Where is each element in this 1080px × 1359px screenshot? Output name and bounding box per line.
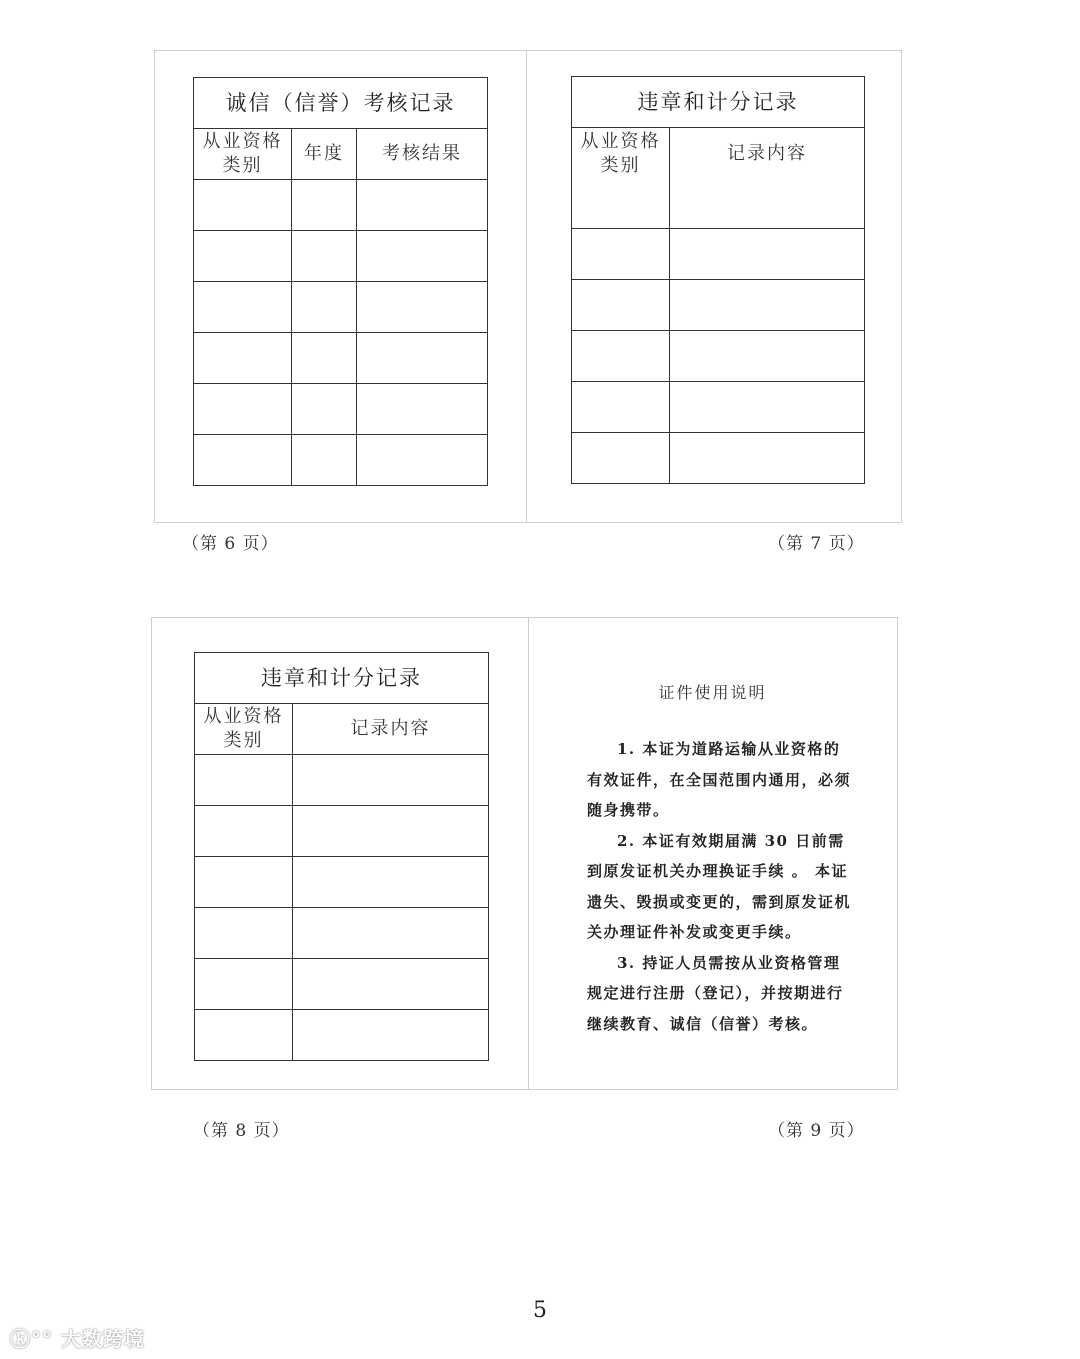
instructions-body xyxy=(587,734,855,1039)
cell[interactable] xyxy=(670,382,865,433)
table-row xyxy=(195,1010,489,1061)
cell[interactable] xyxy=(194,282,292,333)
logo-icon: ⓚ°° xyxy=(10,1327,53,1351)
cell[interactable] xyxy=(194,180,292,231)
table-row xyxy=(194,231,488,282)
cell[interactable] xyxy=(293,908,489,959)
usage-instructions xyxy=(529,618,896,1088)
cell[interactable] xyxy=(194,435,292,486)
cell[interactable] xyxy=(357,435,488,486)
cell[interactable] xyxy=(572,382,670,433)
cell[interactable] xyxy=(292,333,357,384)
instruction-paragraph-3: 3. 持证人员需按从业资格管理规定进行注册（登记），并按期进行继续教育、诚信（信誉）考核。 xyxy=(587,953,844,1033)
integrity-record-table xyxy=(193,77,488,486)
page-label-8: （第 8 页） xyxy=(193,1121,290,1141)
cell[interactable] xyxy=(357,282,488,333)
table-row xyxy=(194,333,488,384)
table-row xyxy=(572,433,865,484)
table-row xyxy=(194,180,488,231)
table-row xyxy=(572,280,865,331)
col-header-result: 考核结果 xyxy=(357,129,488,180)
cell[interactable] xyxy=(293,857,489,908)
cell[interactable] xyxy=(293,959,489,1010)
cell[interactable] xyxy=(293,1010,489,1061)
page-label-9: （第 9 页） xyxy=(768,1121,865,1141)
col-header-qualification: 从业资格类别 xyxy=(194,129,292,180)
table-row xyxy=(194,435,488,486)
watermark-logo xyxy=(10,1323,145,1352)
cell[interactable] xyxy=(670,331,865,382)
cell[interactable] xyxy=(195,1010,293,1061)
cell[interactable] xyxy=(292,435,357,486)
table-row xyxy=(572,229,865,280)
table-row xyxy=(195,959,489,1010)
cell[interactable] xyxy=(670,229,865,280)
cell[interactable] xyxy=(292,231,357,282)
col-header-content: 记录内容 xyxy=(293,704,489,755)
cell[interactable] xyxy=(293,806,489,857)
table-title: 违章和计分记录 xyxy=(195,653,489,704)
document-page-number: 5 xyxy=(533,1298,547,1323)
spine-divider xyxy=(526,51,527,522)
instructions-title: 证件使用说明 xyxy=(658,683,767,702)
cell[interactable] xyxy=(357,333,488,384)
watermark-text: 大数跨境 xyxy=(60,1327,145,1351)
col-header-year: 年度 xyxy=(292,129,357,180)
table-row xyxy=(194,384,488,435)
cell[interactable] xyxy=(195,857,293,908)
violation-record-table-p7 xyxy=(571,76,865,484)
table-row xyxy=(195,755,489,806)
table-row xyxy=(572,382,865,433)
table-row xyxy=(195,806,489,857)
instruction-paragraph-2: 2. 本证有效期届满 30 日前需到原发证机关办理换证手续 。 本证遗失、毁损或变更的，需到原发证机关办理证件补发或变更手续。 xyxy=(587,831,852,941)
cell[interactable] xyxy=(572,229,670,280)
violation-record-table-p8 xyxy=(194,652,489,1061)
instruction-paragraph-1: 1. 本证为道路运输从业资格的有效证件，在全国范围内通用，必须随身携带。 xyxy=(587,740,852,819)
cell[interactable] xyxy=(194,384,292,435)
cell[interactable] xyxy=(194,333,292,384)
table-row xyxy=(572,331,865,382)
cell[interactable] xyxy=(357,180,488,231)
cell[interactable] xyxy=(195,806,293,857)
cell[interactable] xyxy=(357,384,488,435)
cell[interactable] xyxy=(292,282,357,333)
page-label-6: （第 6 页） xyxy=(182,534,279,554)
col-header-qualification: 从业资格类别 xyxy=(572,128,670,229)
cell[interactable] xyxy=(194,231,292,282)
cell[interactable] xyxy=(670,280,865,331)
col-header-qualification: 从业资格类别 xyxy=(195,704,293,755)
cell[interactable] xyxy=(292,384,357,435)
cell[interactable] xyxy=(195,908,293,959)
cell[interactable] xyxy=(357,231,488,282)
table-title: 诚信（信誉）考核记录 xyxy=(194,78,488,129)
table-row xyxy=(195,857,489,908)
page-label-7: （第 7 页） xyxy=(768,534,865,554)
cell[interactable] xyxy=(195,755,293,806)
cell[interactable] xyxy=(572,433,670,484)
cell[interactable] xyxy=(195,959,293,1010)
cell[interactable] xyxy=(572,280,670,331)
table-row xyxy=(194,282,488,333)
cell[interactable] xyxy=(292,180,357,231)
table-row xyxy=(195,908,489,959)
cell[interactable] xyxy=(572,331,670,382)
col-header-content: 记录内容 xyxy=(670,128,865,229)
table-title: 违章和计分记录 xyxy=(572,77,865,128)
cell[interactable] xyxy=(670,433,865,484)
cell[interactable] xyxy=(293,755,489,806)
